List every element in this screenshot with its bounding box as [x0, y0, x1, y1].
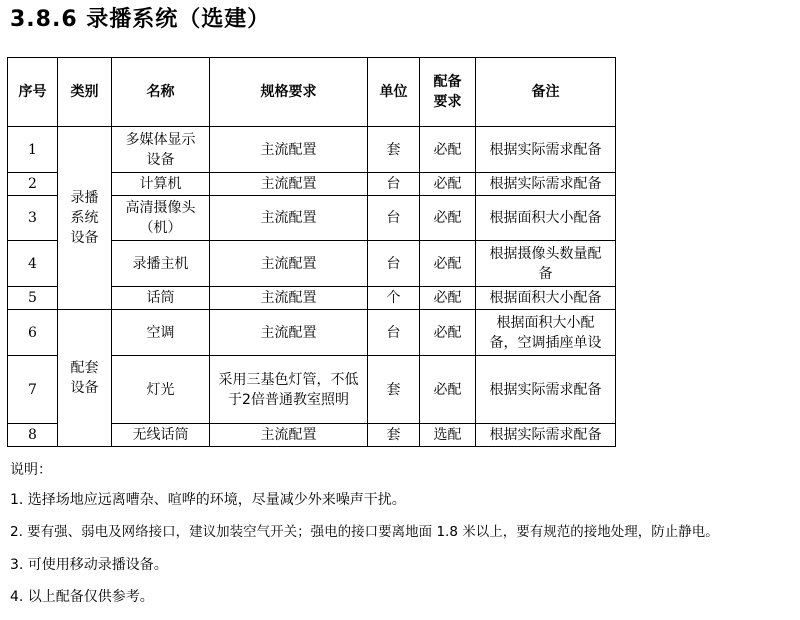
cell-name: 灯光 [112, 356, 210, 424]
cell-name: 空调 [112, 310, 210, 356]
cell-name: 录播主机 [112, 241, 210, 287]
cell-spec: 采用三基色灯管，不低于2倍普通教室照明 [210, 356, 368, 424]
cell-unit: 台 [368, 173, 420, 196]
cell-seq: 3 [8, 196, 58, 241]
cell-config: 必配 [420, 173, 476, 196]
cell-unit: 台 [368, 196, 420, 241]
cell-unit: 套 [368, 127, 420, 173]
cell-remark: 根据面积大小配备 [476, 196, 616, 241]
note-item: 1. 选择场地应远离嘈杂、喧哗的环境，尽量减少外来噪声干扰。 [10, 492, 406, 508]
cell-config: 必配 [420, 196, 476, 241]
section-heading: 3.8.6 录播系统（选建） [10, 7, 271, 32]
cell-remark: 根据面积大小配备，空调插座单设 [476, 310, 616, 356]
header-config-req: 配备要求 [420, 58, 476, 127]
cell-config: 必配 [420, 241, 476, 287]
cell-spec: 主流配置 [210, 310, 368, 356]
note-item: 4. 以上配备仅供参考。 [10, 589, 154, 605]
cell-name: 无线话筒 [112, 424, 210, 447]
cell-config: 必配 [420, 287, 476, 310]
cell-remark: 根据实际需求配备 [476, 127, 616, 173]
cell-seq: 8 [8, 424, 58, 447]
equipment-table [7, 57, 616, 447]
cell-unit: 台 [368, 310, 420, 356]
cell-spec: 主流配置 [210, 241, 368, 287]
cell-spec: 主流配置 [210, 127, 368, 173]
cell-name: 计算机 [112, 173, 210, 196]
cell-seq: 2 [8, 173, 58, 196]
cell-config: 必配 [420, 310, 476, 356]
table-header-row [8, 58, 616, 127]
cell-unit: 套 [368, 424, 420, 447]
cell-seq: 6 [8, 310, 58, 356]
header-category: 类别 [58, 58, 112, 127]
header-name: 名称 [112, 58, 210, 127]
note-item: 3. 可使用移动录播设备。 [10, 557, 168, 573]
cell-config: 必配 [420, 356, 476, 424]
cell-remark: 根据实际需求配备 [476, 356, 616, 424]
cell-name: 话筒 [112, 287, 210, 310]
cell-spec: 主流配置 [210, 424, 368, 447]
header-spec: 规格要求 [210, 58, 368, 127]
cell-remark: 根据实际需求配备 [476, 173, 616, 196]
cell-remark: 根据面积大小配备 [476, 287, 616, 310]
cell-category: 录播系统设备 [58, 127, 112, 310]
header-seq: 序号 [8, 58, 58, 127]
table-row [8, 127, 616, 173]
cell-config: 选配 [420, 424, 476, 447]
cell-config: 必配 [420, 127, 476, 173]
cell-seq: 1 [8, 127, 58, 173]
cell-spec: 主流配置 [210, 173, 368, 196]
cell-name: 多媒体显示设备 [112, 127, 210, 173]
cell-remark: 根据实际需求配备 [476, 424, 616, 447]
header-remark: 备注 [476, 58, 616, 127]
cell-seq: 4 [8, 241, 58, 287]
cell-seq: 5 [8, 287, 58, 310]
cell-spec: 主流配置 [210, 287, 368, 310]
cell-name: 高清摄像头（机） [112, 196, 210, 241]
notes-title: 说明： [10, 462, 52, 478]
header-unit: 单位 [368, 58, 420, 127]
cell-unit: 台 [368, 241, 420, 287]
cell-unit: 套 [368, 356, 420, 424]
cell-spec: 主流配置 [210, 196, 368, 241]
note-item: 2. 要有强、弱电及网络接口，建议加装空气开关；强电的接口要离地面 1.8 米以上，要有规范的接地处理，防止静电。 [10, 524, 719, 540]
cell-remark: 根据摄像头数量配备 [476, 241, 616, 287]
table-row [8, 310, 616, 356]
cell-category: 配套设备 [58, 310, 112, 447]
cell-seq: 7 [8, 356, 58, 424]
cell-unit: 个 [368, 287, 420, 310]
